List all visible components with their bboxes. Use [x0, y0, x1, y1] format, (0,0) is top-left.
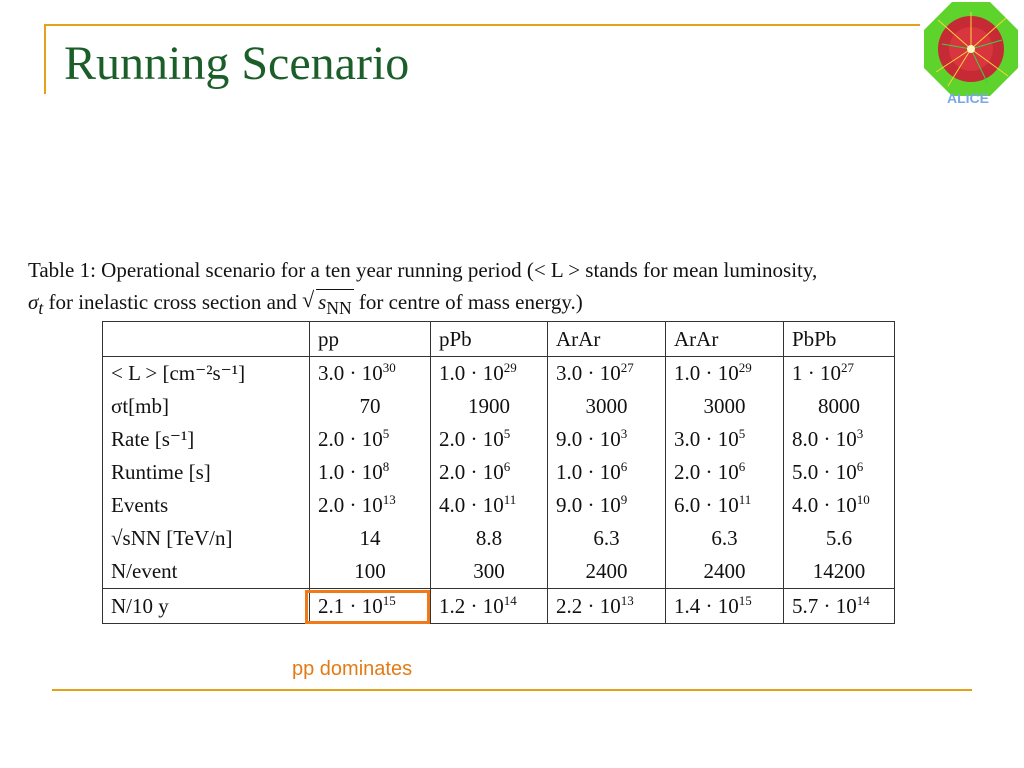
table-cell: 3000: [548, 390, 666, 423]
table-cell: $5.7 \cdot 10^{14}$: [784, 589, 895, 624]
table-row: [103, 357, 895, 391]
table-cell: $1 \cdot 10^{27}$: [784, 357, 895, 391]
table-cell: $2.2 \cdot 10^{13}$: [548, 589, 666, 624]
table-cell: 14: [310, 522, 431, 555]
table-cell: 8000: [784, 390, 895, 423]
table-cell: $9.0 \cdot 10^3$: [548, 423, 666, 456]
table-cell: $3.0 \cdot 10^{30}$: [310, 357, 431, 391]
table-cell: $2.0 \cdot 10^{13}$: [310, 489, 431, 522]
header-empty-cell: [103, 322, 310, 357]
table-cell: $2.0 \cdot 10^5$: [310, 423, 431, 456]
table-cell: 5.6: [784, 522, 895, 555]
table-row: [103, 456, 895, 489]
table-cell: $6.0 \cdot 10^{11}$: [666, 489, 784, 522]
table-cell: 100: [310, 555, 431, 589]
header-pbpb: PbPb: [784, 322, 895, 357]
table-row-total: [103, 589, 895, 624]
table-cell: 14200: [784, 555, 895, 589]
table-cell: $1.0 \cdot 10^{29}$: [666, 357, 784, 391]
header-arar-2: ArAr: [666, 322, 784, 357]
table-cell: $4.0 \cdot 10^{10}$: [784, 489, 895, 522]
header-arar-1: ArAr: [548, 322, 666, 357]
table-cell: $3.0 \cdot 10^{27}$: [548, 357, 666, 391]
highlight-box: [305, 590, 430, 624]
table-row: [103, 555, 895, 589]
table-cell: 6.3: [548, 522, 666, 555]
table-cell: 70: [310, 390, 431, 423]
logo-text: ALICE: [947, 90, 989, 106]
table-row: [103, 423, 895, 456]
table-row: [103, 390, 895, 423]
row-label-cross-section: σt[mb]: [103, 390, 310, 423]
operational-scenario-table: [102, 321, 895, 624]
table-cell: 1900: [431, 390, 548, 423]
table-cell: 8.8: [431, 522, 548, 555]
caption-line-2: $\sigma_t$ for inelastic cross section and √ $s_{NN}$ for centre of mass energy.): [28, 286, 988, 324]
alice-logo-icon: [918, 0, 1024, 106]
sqrt-symbol: √ $s_{NN}$: [302, 287, 352, 319]
table-cell: 3000: [666, 390, 784, 423]
table-caption: [28, 254, 988, 324]
table-cell: $2.0 \cdot 10^6$: [431, 456, 548, 489]
table-cell: $4.0 \cdot 10^{11}$: [431, 489, 548, 522]
table-row: [103, 489, 895, 522]
table-cell: $2.0 \cdot 10^5$: [431, 423, 548, 456]
row-label-rate: Rate [s⁻¹]: [103, 423, 310, 456]
row-label-n-per-10y: N/10 y: [103, 589, 310, 624]
header-pp: pp: [310, 322, 431, 357]
row-label-events: Events: [103, 489, 310, 522]
header-ppb: pPb: [431, 322, 548, 357]
table-cell: $2.0 \cdot 10^6$: [666, 456, 784, 489]
slide-title: Running Scenario: [64, 37, 410, 90]
table-cell: $1.4 \cdot 10^{15}$: [666, 589, 784, 624]
table-cell: $9.0 \cdot 10^9$: [548, 489, 666, 522]
row-label-luminosity: < L > [cm⁻²s⁻¹]: [103, 357, 310, 391]
row-label-energy: √sNN [TeV/n]: [103, 522, 310, 555]
table-header-row: [103, 322, 895, 357]
caption-line-1: Table 1: Operational scenario for a ten year running period (< L > stands for mean luminosity,: [28, 258, 818, 282]
table-cell: 300: [431, 555, 548, 589]
table-cell: $2.1 \cdot 10^{15}$: [310, 589, 431, 624]
footer-line: [52, 689, 972, 691]
table-cell: 6.3: [666, 522, 784, 555]
table-cell: $3.0 \cdot 10^5$: [666, 423, 784, 456]
frame-top-line: [44, 24, 920, 26]
frame-left-line: [44, 24, 46, 94]
table-cell: $5.0 \cdot 10^6$: [784, 456, 895, 489]
table-cell: $1.0 \cdot 10^8$: [310, 456, 431, 489]
table-cell: 2400: [666, 555, 784, 589]
annotation-note: pp dominates: [292, 658, 413, 680]
table-row: [103, 522, 895, 555]
table-cell: $1.0 \cdot 10^6$: [548, 456, 666, 489]
table-cell: $1.2 \cdot 10^{14}$: [431, 589, 548, 624]
table-cell: $8.0 \cdot 10^3$: [784, 423, 895, 456]
row-label-runtime: Runtime [s]: [103, 456, 310, 489]
row-label-n-per-event: N/event: [103, 555, 310, 589]
table-cell: 2400: [548, 555, 666, 589]
table-cell: $1.0 \cdot 10^{29}$: [431, 357, 548, 391]
